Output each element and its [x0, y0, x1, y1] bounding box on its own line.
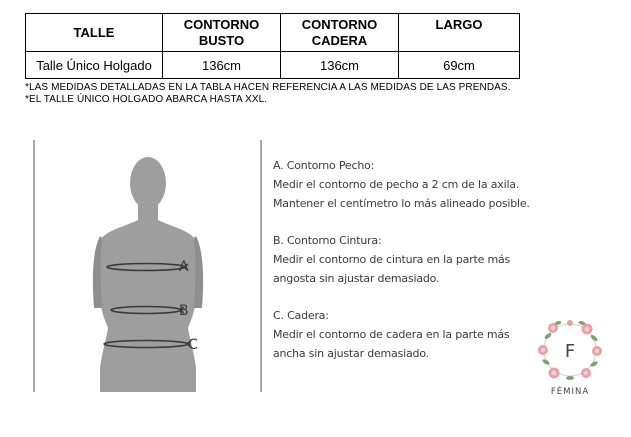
- femina-logo: [534, 314, 606, 398]
- label-a: A: [179, 259, 189, 275]
- logo-brand-name: FÉMINA: [550, 387, 590, 397]
- instruction-waist-title: B. Contorno Cintura:: [273, 234, 382, 247]
- header-busto-line1: CONTORNO: [183, 17, 260, 32]
- cell-talle: Talle Único Holgado: [26, 52, 163, 79]
- header-talle-text: TALLE: [73, 24, 115, 40]
- cell-busto: 136cm: [163, 52, 281, 79]
- measurement-instructions: [273, 156, 530, 381]
- header-largo-text: LARGO: [435, 17, 483, 32]
- table-header-row: [26, 14, 520, 52]
- header-cadera-line1: CONTORNO: [301, 17, 378, 32]
- instruction-waist-line: angosta sin ajustar demasiado.: [273, 272, 440, 285]
- size-table: [25, 13, 520, 79]
- label-b: B: [179, 303, 189, 319]
- logo-letter: F: [564, 341, 576, 362]
- instruction-chest-line: Mantener el centímetro lo más alineado posible.: [273, 197, 530, 210]
- divider-left: [33, 140, 35, 392]
- note-measurements: *LAS MEDIDAS DETALLADAS EN LA TABLA HACEN REFERENCIA A LAS MEDIDAS DE LAS PRENDAS.: [25, 82, 511, 93]
- header-busto-line2: BUSTO: [198, 33, 245, 48]
- instruction-chest: [273, 156, 530, 213]
- instruction-chest-title: A. Contorno Pecho:: [273, 159, 375, 172]
- instruction-hip-line: Medir el contorno de cadera en la parte más: [273, 328, 510, 341]
- instruction-chest-line: Medir el contorno de pecho a 2 cm de la axila.: [273, 178, 520, 191]
- header-talle: [26, 14, 163, 52]
- instruction-hip: [273, 306, 530, 363]
- body-silhouette-figure: [36, 140, 262, 392]
- instruction-waist-line: Medir el contorno de cintura en la parte más: [273, 253, 511, 266]
- table-notes: [25, 82, 511, 106]
- header-contorno-cadera: [281, 14, 399, 52]
- label-c: C: [188, 337, 198, 353]
- cell-largo: 69cm: [399, 52, 520, 79]
- header-largo: [399, 14, 520, 52]
- silhouette-head: [130, 157, 166, 209]
- header-contorno-busto: [163, 14, 281, 52]
- instruction-hip-title: C. Cadera:: [273, 309, 329, 322]
- cell-cadera: 136cm: [281, 52, 399, 79]
- instruction-hip-line: ancha sin ajustar demasiado.: [273, 347, 429, 360]
- header-cadera-line2: CADERA: [311, 33, 368, 48]
- instruction-waist: [273, 231, 530, 288]
- note-size-range: *EL TALLE ÚNICO HOLGADO ABARCA HASTA XXL.: [25, 94, 268, 105]
- table-row: [26, 52, 520, 79]
